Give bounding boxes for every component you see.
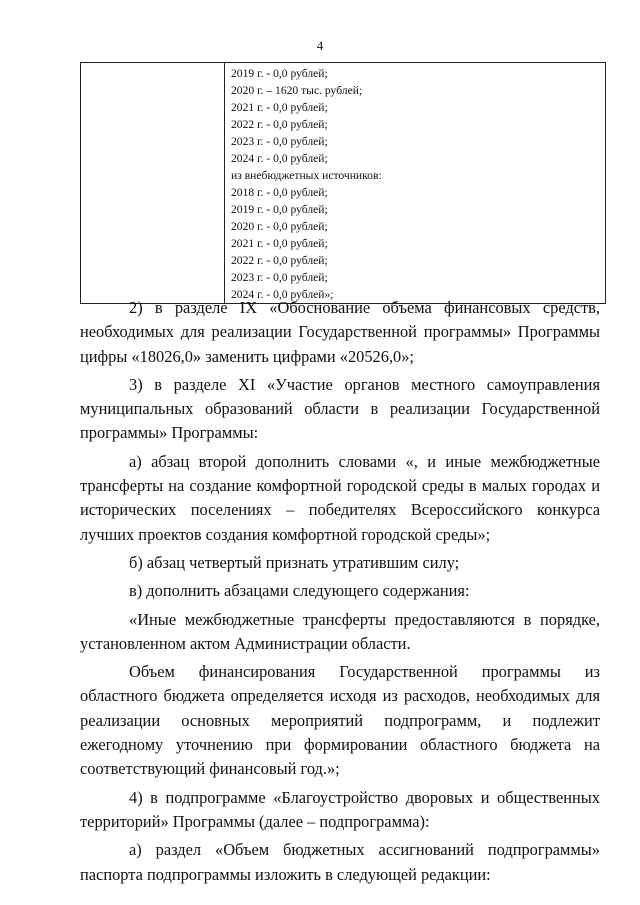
paragraph: в) дополнить абзацами следующего содержания: bbox=[129, 581, 470, 601]
document-body bbox=[80, 296, 600, 891]
table-line: из внебюджетных источников: bbox=[231, 169, 382, 182]
paragraph: а) абзац второй дополнить словами «, и иные межбюджетные трансферты на создание комфортной городской среды в малых городах и исторических поселениях – победителях Всероссийского конкурса лучших проектов создания комфортной городской среды»; bbox=[80, 451, 600, 544]
paragraph: а) раздел «Объем бюджетных ассигнований подпрограммы» паспорта подпрограммы изложить в следующей редакции: bbox=[80, 840, 600, 884]
table-line: 2021 г. - 0,0 рублей; bbox=[231, 237, 328, 250]
table-line: 2022 г. - 0,0 рублей; bbox=[231, 118, 328, 131]
table-line: 2023 г. - 0,0 рублей; bbox=[231, 135, 328, 148]
table-line: 2020 г. – 1620 тыс. рублей; bbox=[231, 84, 363, 97]
table-line: 2019 г. - 0,0 рублей; bbox=[231, 67, 328, 80]
table-right-cell bbox=[225, 63, 606, 304]
page-number: 4 bbox=[316, 38, 324, 53]
paragraph: б) абзац четвертый признать утратившим силу; bbox=[129, 552, 460, 572]
table-line: 2021 г. - 0,0 рублей; bbox=[231, 101, 328, 114]
table-line: 2019 г. - 0,0 рублей; bbox=[231, 203, 328, 216]
table-line: 2018 г. - 0,0 рублей; bbox=[231, 186, 328, 199]
table-line: 2020 г. - 0,0 рублей; bbox=[231, 220, 328, 233]
table-left-cell bbox=[81, 63, 225, 304]
table-row bbox=[81, 63, 606, 304]
paragraph: «Иные межбюджетные трансферты предоставляются в порядке, установленном актом Администрации области. bbox=[80, 609, 600, 653]
paragraph: 3) в разделе XI «Участие органов местного самоуправления муниципальных образований области в реализации Государственной программы» Программы: bbox=[80, 374, 600, 443]
table-line: 2024 г. - 0,0 рублей»; bbox=[231, 288, 334, 301]
paragraph: Объем финансирования Государственной программы из областного бюджета определяется исходя из расходов, необходимых для реализации основных мероприятий подпрограмм, и подлежит ежегодному уточнению при формировании областного бюджета на соответствующий финансовый год.»; bbox=[80, 662, 600, 779]
paragraph: 2) в разделе IX «Обоснование объема финансовых средств, необходимых для реализации Государственной программы» Программы цифры «18026,0» заменить цифрами «20526,0»; bbox=[80, 298, 600, 366]
table-line: 2022 г. - 0,0 рублей; bbox=[231, 254, 328, 267]
paragraph: 4) в подпрограмме «Благоустройство дворовых и общественных территорий» Программы (далее – подпрограмма): bbox=[80, 787, 600, 831]
table-line: 2023 г. - 0,0 рублей; bbox=[231, 271, 328, 284]
financing-table bbox=[80, 62, 606, 304]
table-line: 2024 г. - 0,0 рублей; bbox=[231, 152, 328, 165]
